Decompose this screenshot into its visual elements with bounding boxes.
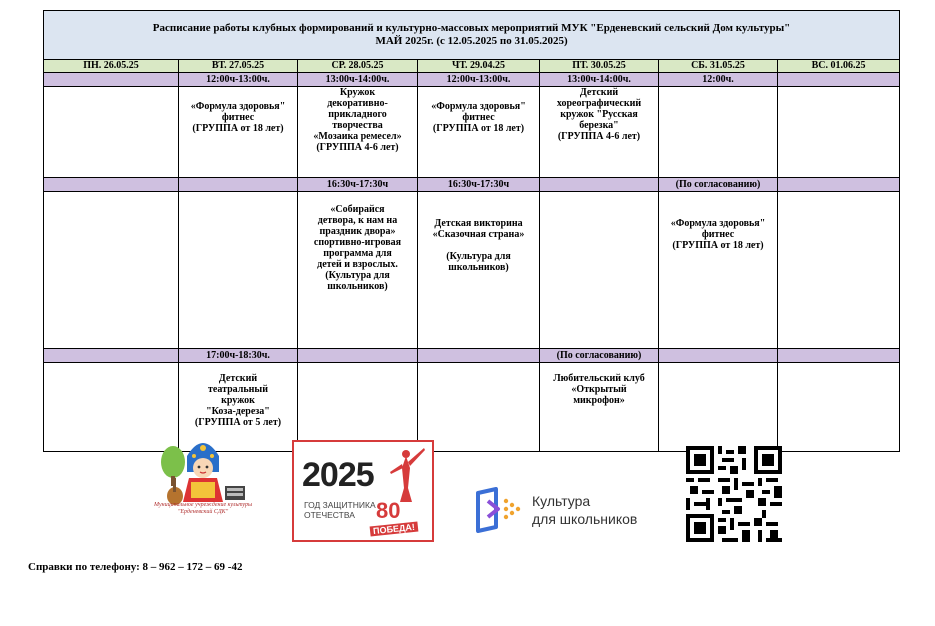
time-cell [298,349,418,363]
event-cell [778,87,900,178]
time-cell: (По согласованию) [659,178,778,192]
phone-info: Справки по телефону: 8 – 962 – 172 – 69 -42 [28,561,243,573]
time-cell: 12:00ч-13:00ч. [418,73,540,87]
title-line-2: МАЙ 2025г. (с 12.05.2025 по 31.05.2025) [375,35,568,47]
time-cell [778,73,900,87]
event-cell: Кружок декоративно- прикладного творчества «Мозаика ремесел» (ГРУППА 4-6 лет) [298,87,418,178]
eighty-label: 80 [376,498,401,523]
event-cell: «Формула здоровья" фитнес (ГРУППА от 18 лет) [659,192,778,349]
time-cell: 17:00ч-18:30ч. [179,349,298,363]
time-cell: (По согласованию) [540,349,659,363]
folk-logo-caption: Муниципальное учреждение культуры "Ерденевский СДК" [153,502,253,515]
event-cell [540,192,659,349]
time-cell: 13:00ч-14:00ч. [540,73,659,87]
kultura-book-icon [472,487,524,533]
time-cell [540,178,659,192]
kultura-logo [472,485,672,535]
time-cell [418,349,540,363]
event-cell: «Собирайся детвора, к нам на праздник двора» спортивно-игровая программа для детей и взрослых. (Культура для школьников) [298,192,418,349]
time-row-3 [44,349,900,363]
event-cell: Любительский клуб «Открытый микрофон» [540,363,659,452]
event-cell: «Формула здоровья" фитнес (ГРУППА от 18 лет) [179,87,298,178]
event-row-2 [44,192,900,349]
day-header: ВТ. 27.05.25 [179,60,298,73]
time-row-1 [44,73,900,87]
time-cell: 16:30ч-17:30ч [298,178,418,192]
event-cell [659,87,778,178]
time-cell [44,349,179,363]
victory-label: ПОБЕДА! [370,522,419,537]
time-cell [778,349,900,363]
time-cell [659,349,778,363]
year-of-defender-logo [292,440,434,542]
folk-culture-logo [147,432,259,530]
time-cell [179,178,298,192]
day-header: ВС. 01.06.25 [778,60,900,73]
kultura-label: Культура для школьников [532,493,638,527]
day-header: СР. 28.05.25 [298,60,418,73]
event-cell [44,87,179,178]
day-header: СБ. 31.05.25 [659,60,778,73]
title-line-1: Расписание работы клубных формирований и культурно-массовых мероприятий МУК "Ерденевский сельский Дом культуры" [152,22,791,34]
motherland-statue-icon [386,446,426,502]
time-cell [44,178,179,192]
time-cell: 13:00ч-14:00ч. [298,73,418,87]
qr-code-icon [686,446,782,542]
event-cell: Детский хореографический кружок "Русская березка" (ГРУППА 4-6 лет) [540,87,659,178]
day-header: ПТ. 30.05.25 [540,60,659,73]
event-cell: Детская викторина «Сказочная страна» (Культура для школьников) [418,192,540,349]
event-row-1 [44,87,900,178]
time-cell: 16:30ч-17:30ч [418,178,540,192]
event-cell: «Формула здоровья" фитнес (ГРУППА от 18 лет) [418,87,540,178]
event-cell [179,192,298,349]
event-cell [778,192,900,349]
time-cell [778,178,900,192]
schedule-table [43,10,900,452]
year-label: 2025 [302,456,374,494]
event-cell: Детский театральный кружок "Коза-дереза" (ГРУППА от 5 лет) [179,363,298,452]
schedule-title [44,11,900,60]
event-cell [418,363,540,452]
year-subtitle: ГОД ЗАЩИТНИКА ОТЕЧЕСТВА [304,500,376,520]
time-cell: 12:00ч-13:00ч. [179,73,298,87]
day-header: ПН. 26.05.25 [44,60,179,73]
event-cell [298,363,418,452]
day-header: ЧТ. 29.04.25 [418,60,540,73]
event-cell [44,192,179,349]
days-header-row [44,60,900,73]
event-cell [659,363,778,452]
time-row-2 [44,178,900,192]
time-cell: 12:00ч. [659,73,778,87]
time-cell [44,73,179,87]
event-cell [778,363,900,452]
